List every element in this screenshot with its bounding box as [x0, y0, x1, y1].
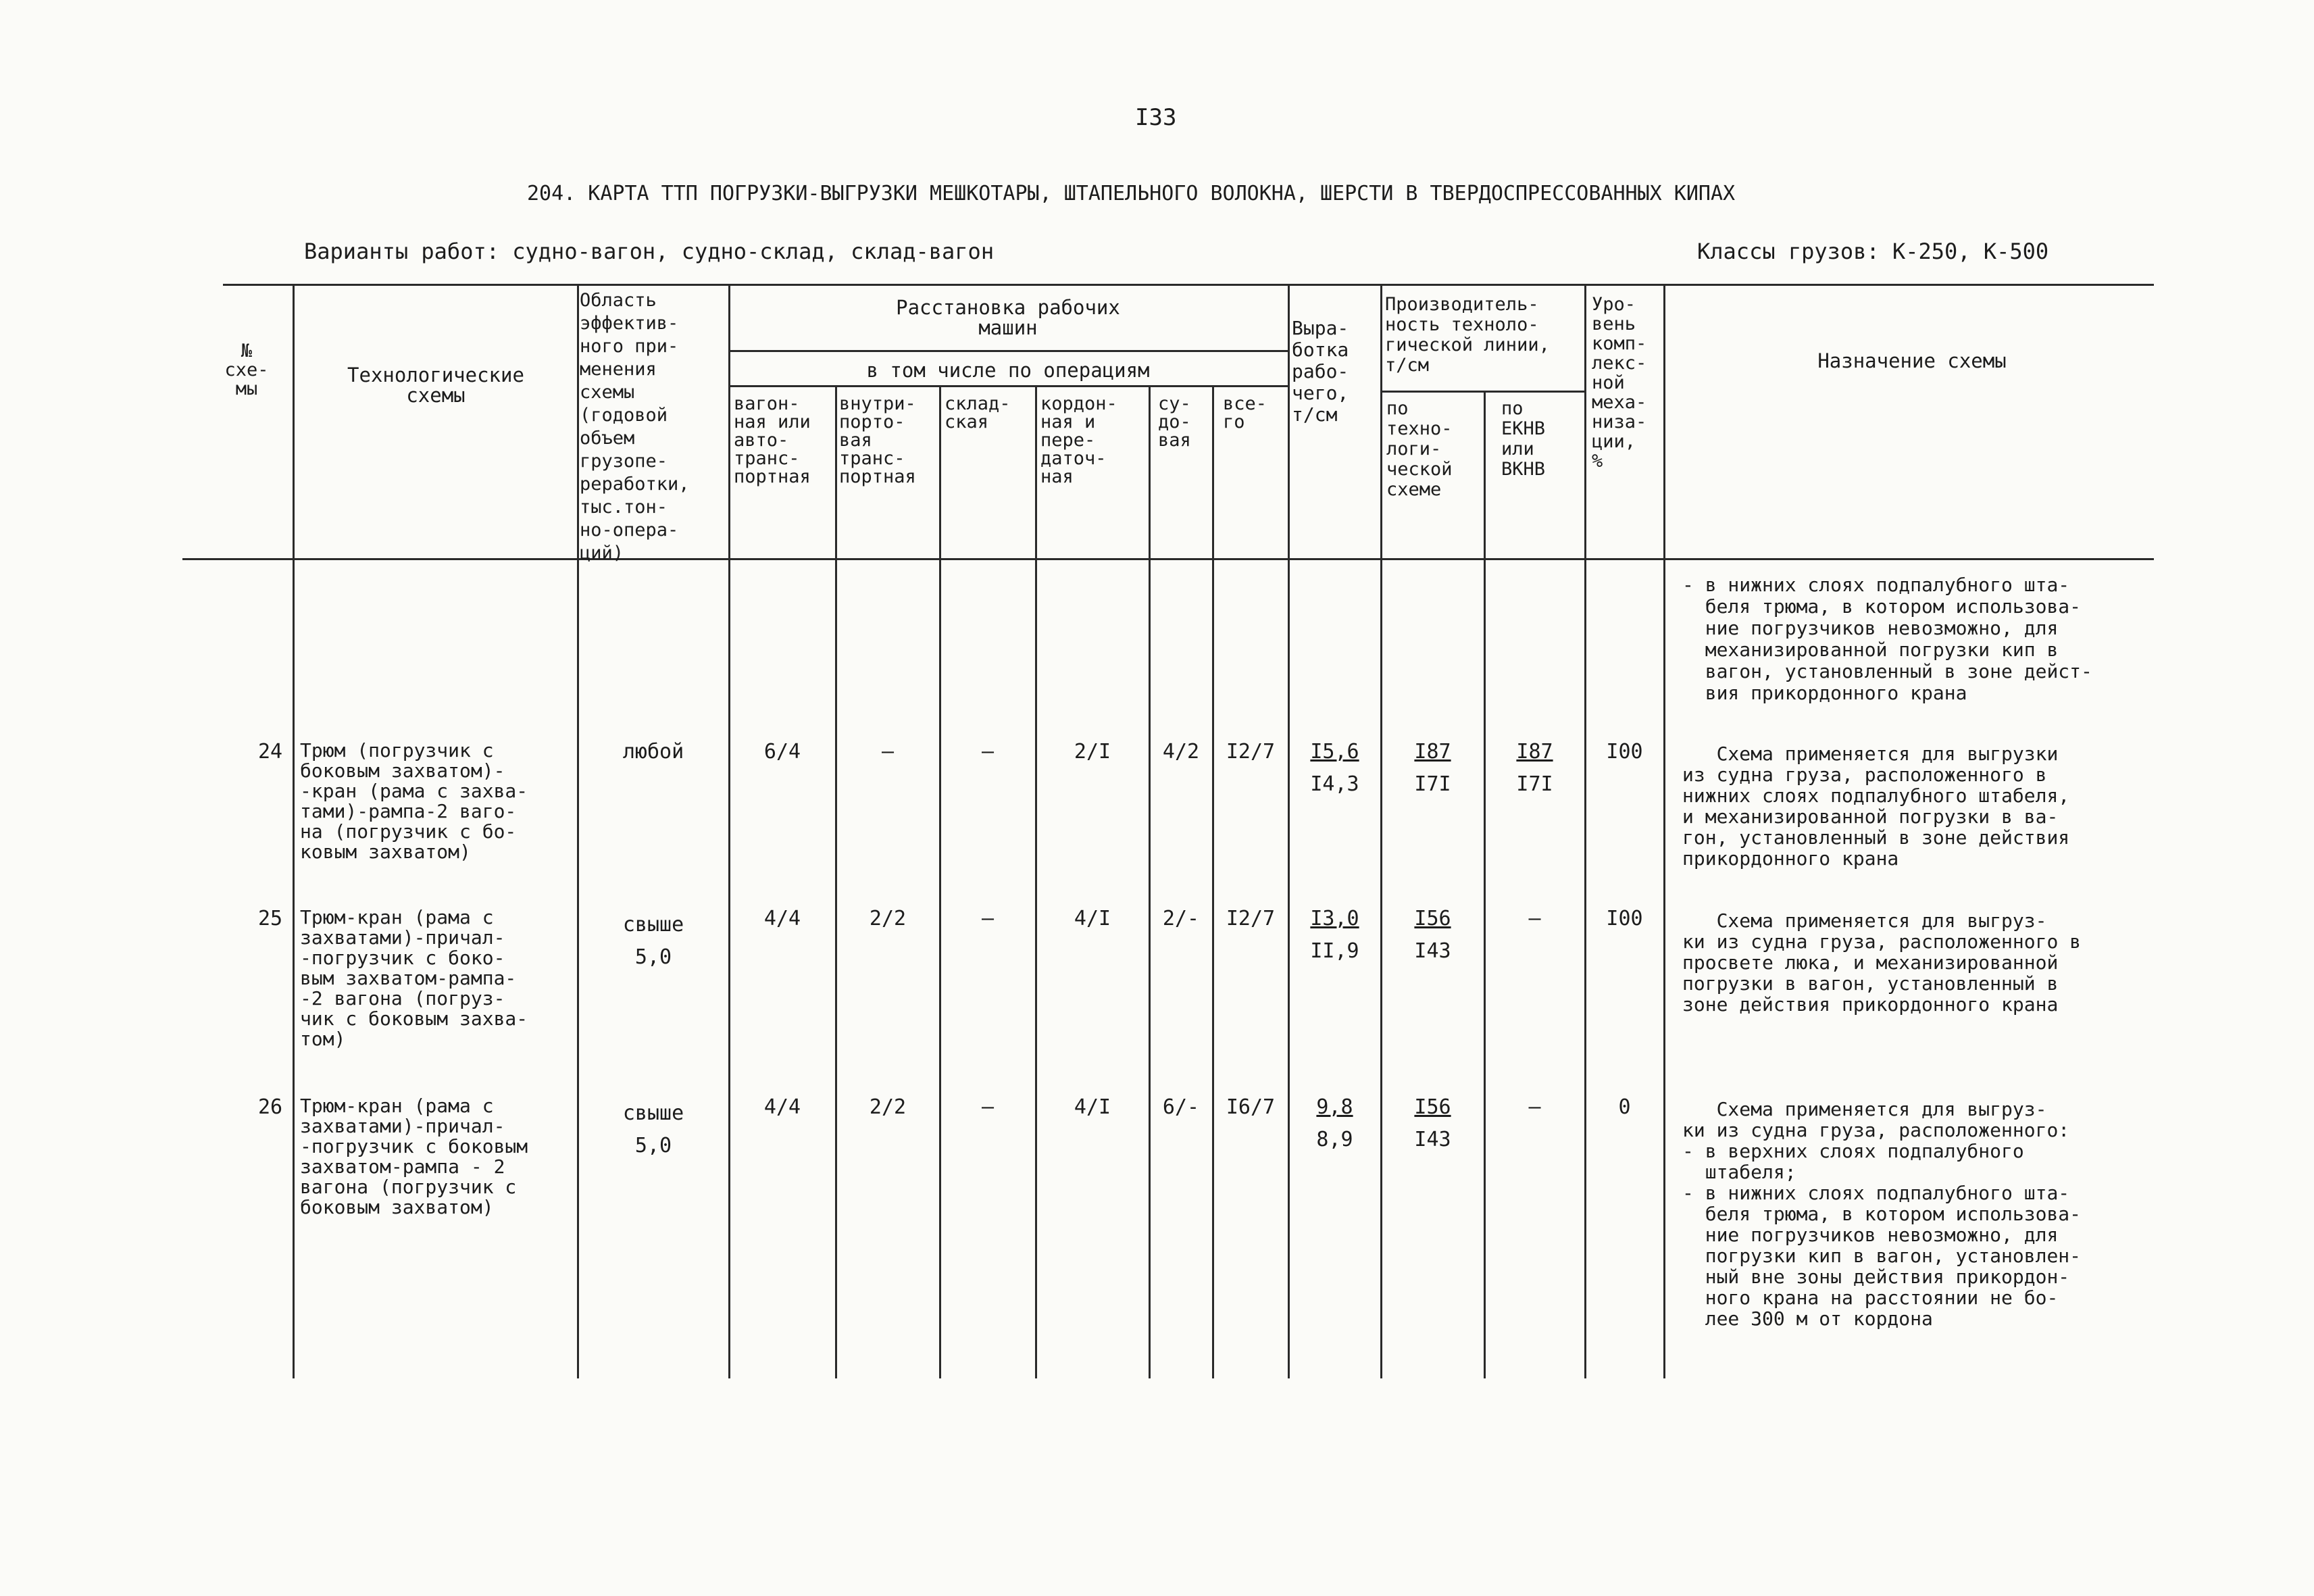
row-kordon: 4/I — [1074, 907, 1111, 930]
row-purpose: Схема применяется для выгрузки из судна груза, расположенного в нижних слоях подпалубного штабеля, и механизированной погрузки в ва- гон, установленный в зоне действия прикордонного крана — [1682, 743, 2070, 870]
row-number: 25 — [258, 907, 283, 930]
row-ship: 6/- — [1162, 1095, 1200, 1119]
header-application-area: Область эффектив- ного при- менения схемы (годовой объем грузопе- реработки, тыс.тон- но-опера- ций) — [580, 290, 690, 564]
col-divider — [1212, 385, 1214, 1378]
row-prod-eknv-bottom: I7I — [1516, 772, 1553, 796]
row-scheme: Трюм-кран (рама с захватами)-причал- -погрузчик с боко- вым захватом-рампа- -2 вагона (погруз- чик с боковым захва- том) — [300, 906, 528, 1050]
col-divider — [835, 385, 837, 1378]
header-scheme-number: № схе- мы — [224, 341, 269, 399]
row-intraport: 2/2 — [869, 1095, 907, 1119]
col-divider — [293, 284, 295, 1378]
row-prod-eknv-top: – — [1528, 907, 1541, 930]
row-output-top: 9,8 — [1316, 1095, 1353, 1119]
page-number: I33 — [1135, 104, 1177, 131]
row-warehouse: – — [981, 1095, 995, 1119]
header-machine-placement: Расстановка рабочих машин — [896, 296, 1120, 339]
row-purpose: Схема применяется для выгруз- ки из судна груза, расположенного в просвете люка, и механизированной погрузки в вагон, установленный в зоне действия прикордонного крана — [1682, 909, 2082, 1016]
row-prod-eknv-top: – — [1528, 1095, 1541, 1119]
header-tech-schemes: Технологические схемы — [347, 364, 524, 407]
carryover-purpose-text: - в нижних слоях подпалубного шта- беля трюма, в котором использова- ние погрузчиков невозможно, для механизированной погрузки кип в вагон, установленный в зоне дейст- вия прикордонного крана — [1682, 574, 2092, 704]
header-worker-output: Выра- ботка рабо- чего, т/см — [1292, 317, 1349, 426]
header-warehouse: склад- ская — [945, 393, 1011, 432]
header-total: все- го — [1223, 393, 1267, 432]
row-purpose: Схема применяется для выгруз- ки из судна груза, расположенного: - в верхних слоях подпалубного штабеля; - в нижних слоях подпалубного шта- беля трюма, в котором использова- ние погрузчиков невозможно, для погрузки кип в вагон, установлен- ный вне зоны действия прикордон- ного крана на расстоянии не бо- лее 300 м от кордона — [1682, 1098, 2082, 1330]
col-divider — [577, 284, 579, 1378]
row-prod-scheme-bottom: I43 — [1414, 939, 1451, 963]
col-divider — [939, 385, 941, 1378]
col-divider — [1584, 284, 1586, 1378]
row-intraport: 2/2 — [869, 907, 907, 930]
header-mechanization-level: Уро- вень комп- лекс- ной меха- низа- ции, % — [1592, 294, 1647, 472]
col-divider — [728, 284, 730, 1378]
row-output-bottom: II,9 — [1310, 939, 1359, 963]
header-prod-by-eknv: по ЕКНВ или ВКНВ — [1501, 398, 1546, 480]
row-total: I6/7 — [1226, 1095, 1276, 1119]
col-divider — [1484, 391, 1486, 1378]
row-prod-scheme-bottom: I7I — [1414, 772, 1451, 796]
row-wagon: 4/4 — [763, 907, 801, 930]
header-bottom-rule — [182, 558, 2154, 560]
row-mechanization: I00 — [1606, 740, 1643, 764]
row-wagon: 6/4 — [763, 740, 801, 764]
productivity-rule — [1380, 391, 1584, 393]
col-divider — [1663, 284, 1665, 1378]
work-variants: Варианты работ: судно-вагон, судно-склад, склад-вагон — [304, 239, 995, 264]
row-area: свыше 5,0 — [622, 1101, 684, 1157]
row-total: I2/7 — [1226, 907, 1276, 930]
row-prod-scheme-bottom: I43 — [1414, 1128, 1451, 1151]
row-scheme: Трюм (погрузчик с боковым захватом)- -кран (рама с захва- тами)-рампа-2 ваго- на (погрузчик с бо- ковым захватом) — [300, 739, 528, 863]
row-warehouse: – — [981, 907, 995, 930]
row-intraport: – — [881, 740, 895, 764]
row-warehouse: – — [981, 740, 995, 764]
row-wagon: 4/4 — [763, 1095, 801, 1119]
row-output-top: I3,0 — [1310, 907, 1359, 930]
page-title: 204. КАРТА ТТП ПОГРУЗКИ-ВЫГРУЗКИ МЕШКОТАРЫ, ШТАПЕЛЬНОГО ВОЛОКНА, ШЕРСТИ В ТВЕРДОСПРЕССОВАННЫХ КИПАХ — [527, 182, 1736, 205]
placement-rule — [728, 350, 1288, 352]
row-number: 26 — [258, 1095, 283, 1119]
col-divider — [1035, 385, 1037, 1378]
cargo-classes: Классы грузов: К-250, К-500 — [1697, 239, 2049, 264]
header-wagon-transport: вагон- ная или авто- транс- портная — [734, 393, 811, 487]
row-total: I2/7 — [1226, 740, 1276, 764]
row-number: 24 — [258, 740, 283, 764]
incl-ops-rule — [728, 385, 1288, 387]
header-intraport-transport: внутри- порто- вая транс- портная — [839, 393, 916, 487]
row-prod-scheme-top: I87 — [1414, 740, 1451, 764]
header-line-productivity: Производитель- ность техноло- гической линии, т/см — [1385, 294, 1550, 376]
row-area: любой — [622, 740, 684, 764]
row-prod-scheme-top: I56 — [1414, 907, 1451, 930]
row-ship: 4/2 — [1162, 740, 1200, 764]
col-divider — [1149, 385, 1151, 1378]
header-prod-by-scheme: по техно- логи- ческой схеме — [1386, 398, 1453, 500]
row-output-bottom: 8,9 — [1316, 1128, 1353, 1151]
col-divider — [1288, 284, 1290, 1378]
header-incl-operations: в том числе по операциям — [866, 359, 1150, 382]
header-kordon-transfer: кордон- ная и пере- даточ- ная — [1040, 393, 1117, 487]
row-prod-scheme-top: I56 — [1414, 1095, 1451, 1119]
col-divider — [1380, 284, 1382, 1378]
row-mechanization: I00 — [1606, 907, 1643, 930]
row-area: свыше 5,0 — [622, 913, 684, 969]
row-kordon: 2/I — [1074, 740, 1111, 764]
table-top-rule — [223, 284, 2154, 286]
row-ship: 2/- — [1162, 907, 1200, 930]
header-ship: су- до- вая — [1158, 393, 1191, 451]
row-scheme: Трюм-кран (рама с захватами)-причал- -погрузчик с боковым захватом-рампа - 2 вагона (погрузчик с боковым захватом) — [300, 1095, 528, 1218]
row-output-top: I5,6 — [1310, 740, 1359, 764]
row-mechanization: 0 — [1618, 1095, 1631, 1119]
row-kordon: 4/I — [1074, 1095, 1111, 1119]
row-output-bottom: I4,3 — [1310, 772, 1359, 796]
row-prod-eknv-top: I87 — [1516, 740, 1553, 764]
header-scheme-purpose: Назначение схемы — [1817, 349, 2007, 372]
